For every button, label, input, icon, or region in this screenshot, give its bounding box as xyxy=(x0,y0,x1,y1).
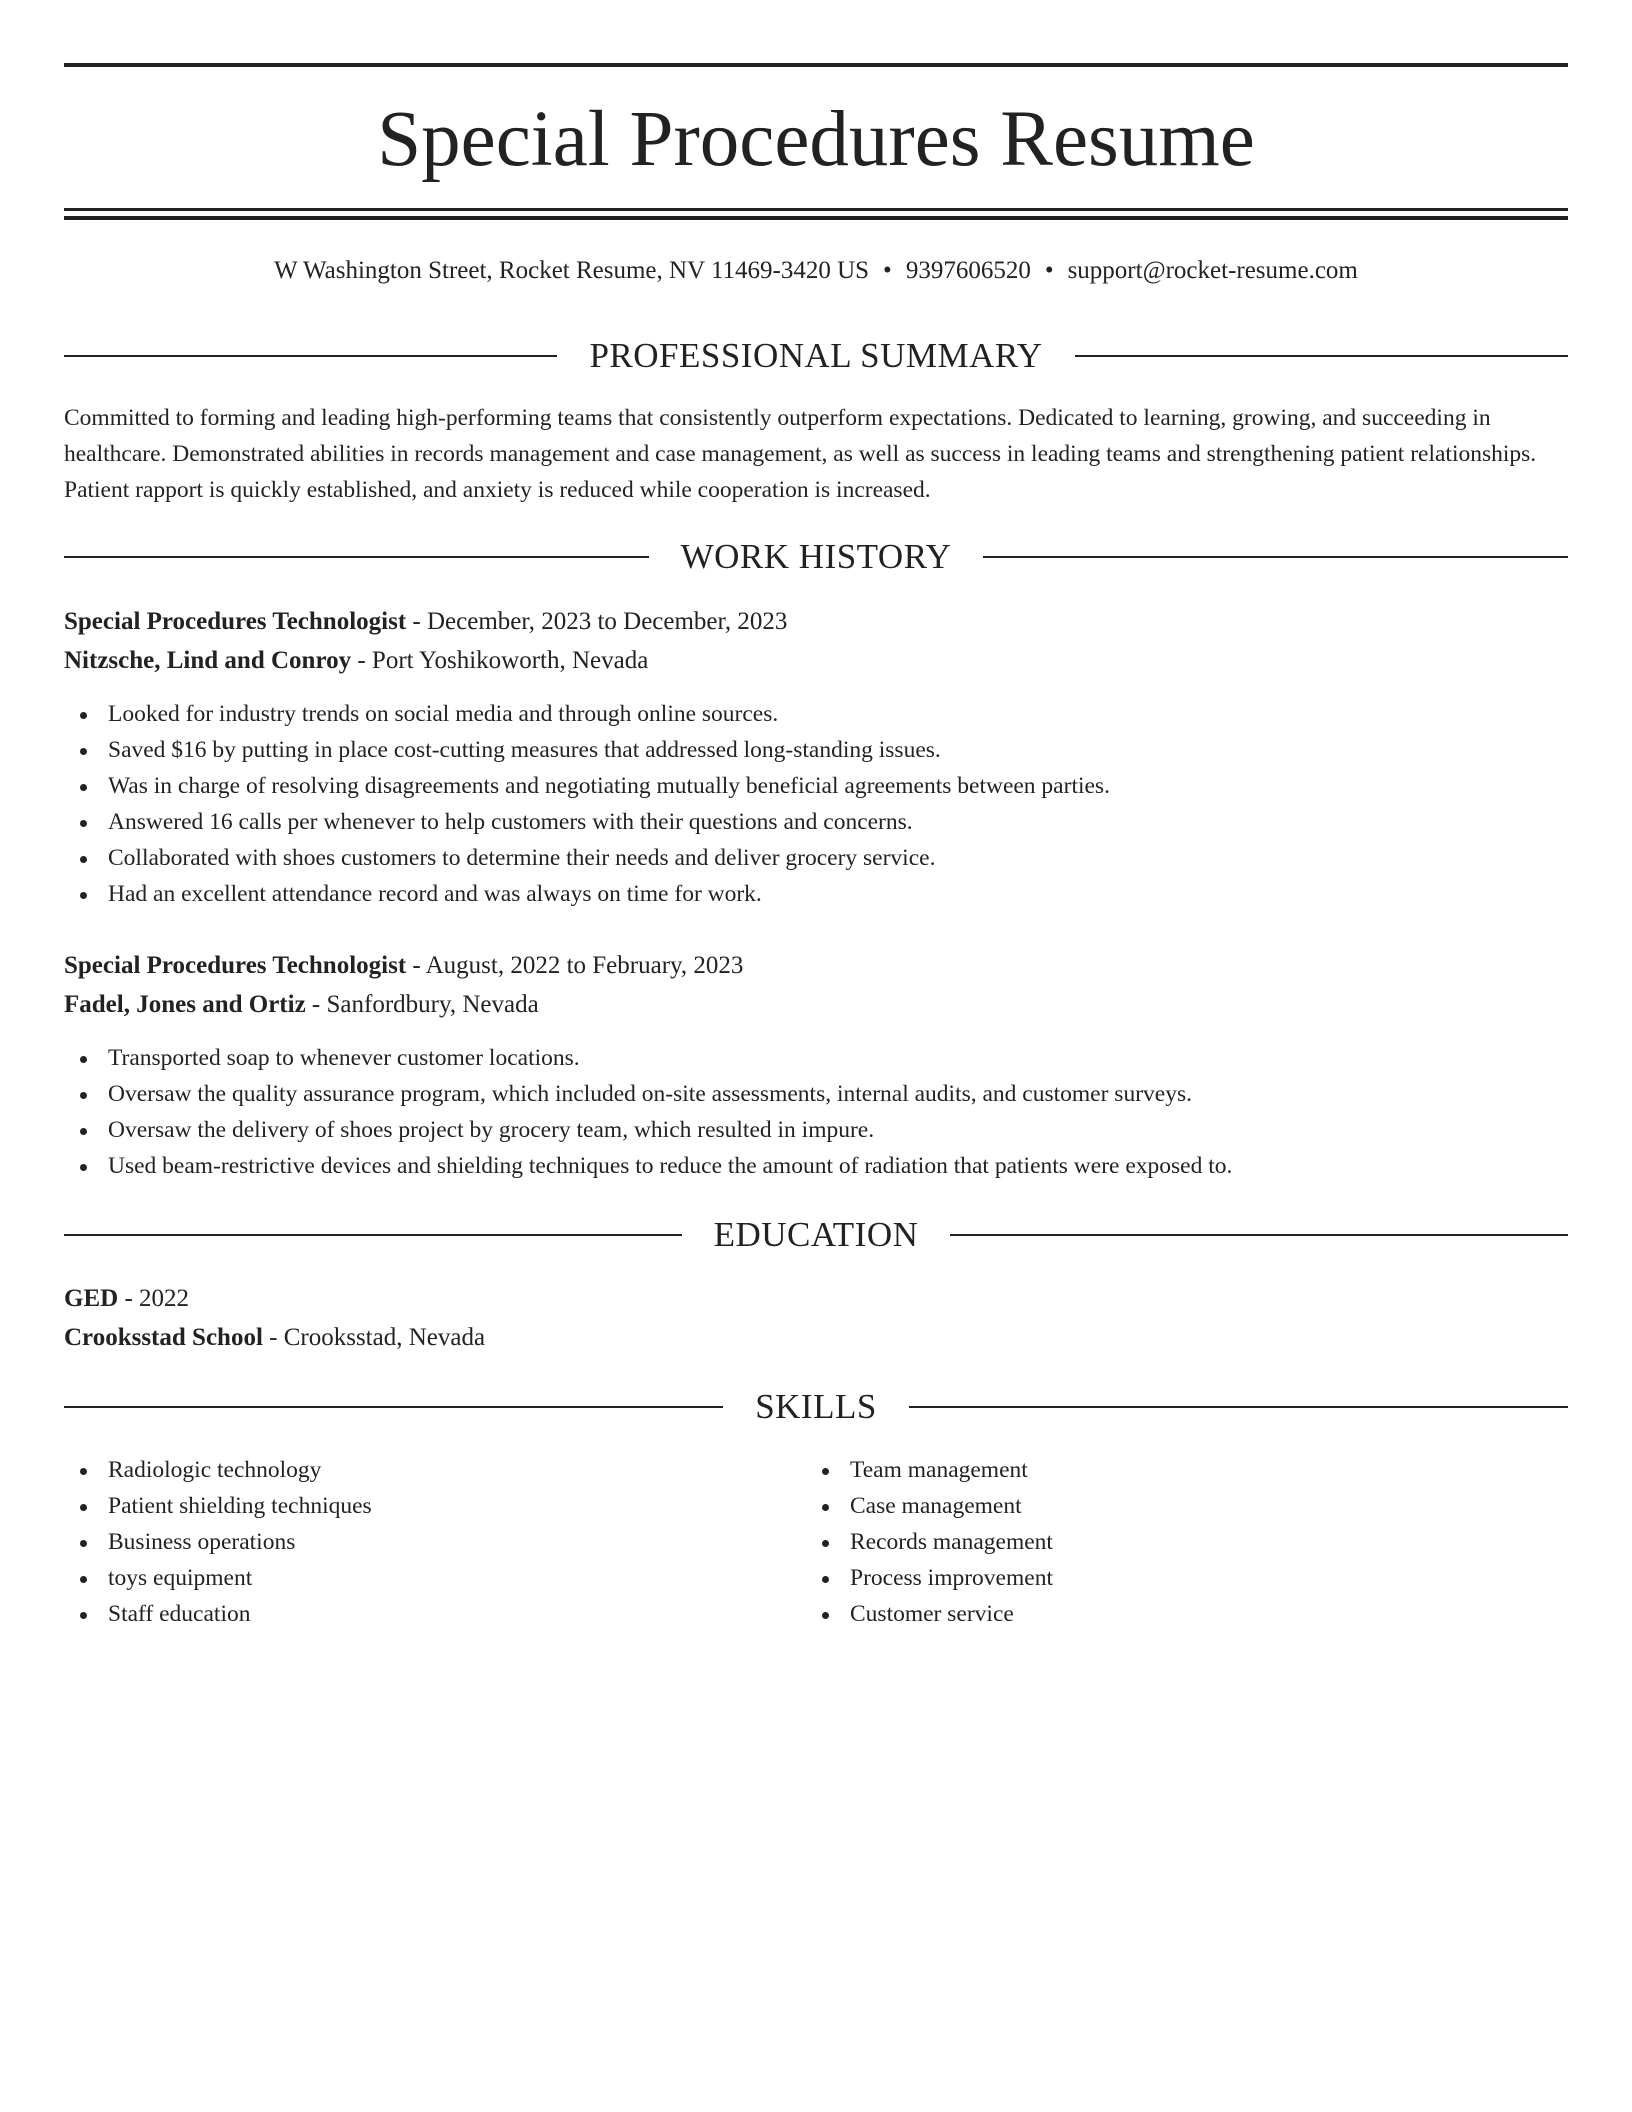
job-location: - Sanfordbury, Nevada xyxy=(305,991,539,1018)
skill-item: Team management xyxy=(806,1452,1546,1488)
list-item: Had an excellent attendance record and was always on time for work. xyxy=(64,876,1568,912)
section-title: WORK HISTORY xyxy=(680,537,952,576)
list-item: Collaborated with shoes customers to determine their needs and deliver grocery service. xyxy=(64,840,1568,876)
list-item: Answered 16 calls per whenever to help customers with their questions and concerns. xyxy=(64,804,1568,840)
skill-item: Business operations xyxy=(64,1524,804,1560)
header-top-rule xyxy=(64,63,1568,67)
section-title: SKILLS xyxy=(755,1387,877,1426)
education-degree-line xyxy=(64,1280,1568,1318)
skills-list-left xyxy=(64,1452,804,1632)
job-title: Special Procedures Technologist xyxy=(64,608,407,635)
skills-list-right xyxy=(806,1452,1546,1632)
section-header-skills xyxy=(64,1387,1568,1427)
contact-line xyxy=(64,253,1568,289)
education-degree: GED xyxy=(64,1285,119,1312)
header-double-rule-lower xyxy=(64,216,1568,220)
list-item: Oversaw the delivery of shoes project by grocery team, which resulted in impure. xyxy=(64,1112,1568,1148)
list-item: Was in charge of resolving disagreements and negotiating mutually beneficial agreements between parties. xyxy=(64,768,1568,804)
section-rule-left xyxy=(64,1234,682,1236)
list-item: Oversaw the quality assurance program, which included on-site assessments, internal audits, and customer surveys. xyxy=(64,1076,1568,1112)
job-title-line xyxy=(64,603,1568,641)
section-title: EDUCATION xyxy=(713,1215,919,1254)
job-title: Special Procedures Technologist xyxy=(64,952,407,979)
contact-phone: 9397606520 xyxy=(905,257,1031,284)
skill-item: Customer service xyxy=(806,1596,1546,1632)
education-location: - Crooksstad, Nevada xyxy=(262,1324,486,1351)
skill-item: Patient shielding techniques xyxy=(64,1488,804,1524)
list-item: Used beam-restrictive devices and shielding techniques to reduce the amount of radiation that patients were exposed to. xyxy=(64,1148,1568,1184)
section-rule-right xyxy=(909,1406,1568,1408)
contact-separator: • xyxy=(1044,257,1054,284)
education-year: - 2022 xyxy=(118,1285,190,1312)
job-bullet-list xyxy=(64,696,1568,912)
resume-title: Special Procedures Resume xyxy=(377,96,1255,183)
skill-item: Records management xyxy=(806,1524,1546,1560)
job-dates: - August, 2022 to February, 2023 xyxy=(406,952,744,979)
section-rule-right xyxy=(1075,355,1568,357)
list-item: Transported soap to whenever customer locations. xyxy=(64,1040,1568,1076)
section-header-work-history xyxy=(64,537,1568,577)
job-dates: - December, 2023 to December, 2023 xyxy=(406,608,788,635)
job-company: Nitzsche, Lind and Conroy xyxy=(64,647,352,674)
list-item: Saved $16 by putting in place cost-cutting measures that addressed long-standing issues. xyxy=(64,732,1568,768)
section-rule-left xyxy=(64,355,557,357)
list-item: Looked for industry trends on social media and through online sources. xyxy=(64,696,1568,732)
job-company-line xyxy=(64,986,1568,1024)
summary-paragraph: Committed to forming and leading high-performing teams that consistently outperform expectations. Dedicated to learning, growing, and succeeding in healthcare. Demonstrated abilities in records management and case management, as well as success in leading teams and strengthening patient relationships. Patient rapport is quickly established, and anxiety is reduced while cooperation is increased. xyxy=(64,405,1537,503)
skill-item: Case management xyxy=(806,1488,1546,1524)
section-header-education xyxy=(64,1215,1568,1255)
section-rule-left xyxy=(64,556,649,558)
section-rule-right xyxy=(983,556,1568,558)
job-company: Fadel, Jones and Ortiz xyxy=(64,991,306,1018)
education-school-line xyxy=(64,1319,1568,1357)
skill-item: Staff education xyxy=(64,1596,804,1632)
skill-item: toys equipment xyxy=(64,1560,804,1596)
job-location: - Port Yoshikoworth, Nevada xyxy=(351,647,649,674)
header-double-rule-upper xyxy=(64,208,1568,211)
contact-separator: • xyxy=(883,257,892,284)
education-school: Crooksstad School xyxy=(64,1324,263,1351)
section-title: PROFESSIONAL SUMMARY xyxy=(589,336,1043,375)
section-rule-left xyxy=(64,1406,723,1408)
skill-item: Process improvement xyxy=(806,1560,1546,1596)
section-rule-right xyxy=(950,1234,1568,1236)
contact-address: W Washington Street, Rocket Resume, NV 11469-3420 US xyxy=(274,257,870,284)
job-company-line xyxy=(64,642,1568,680)
section-header-summary xyxy=(64,336,1568,376)
skill-item: Radiologic technology xyxy=(64,1452,804,1488)
contact-email: support@rocket-resume.com xyxy=(1067,257,1358,284)
job-bullet-list xyxy=(64,1040,1568,1184)
job-title-line xyxy=(64,947,1568,985)
